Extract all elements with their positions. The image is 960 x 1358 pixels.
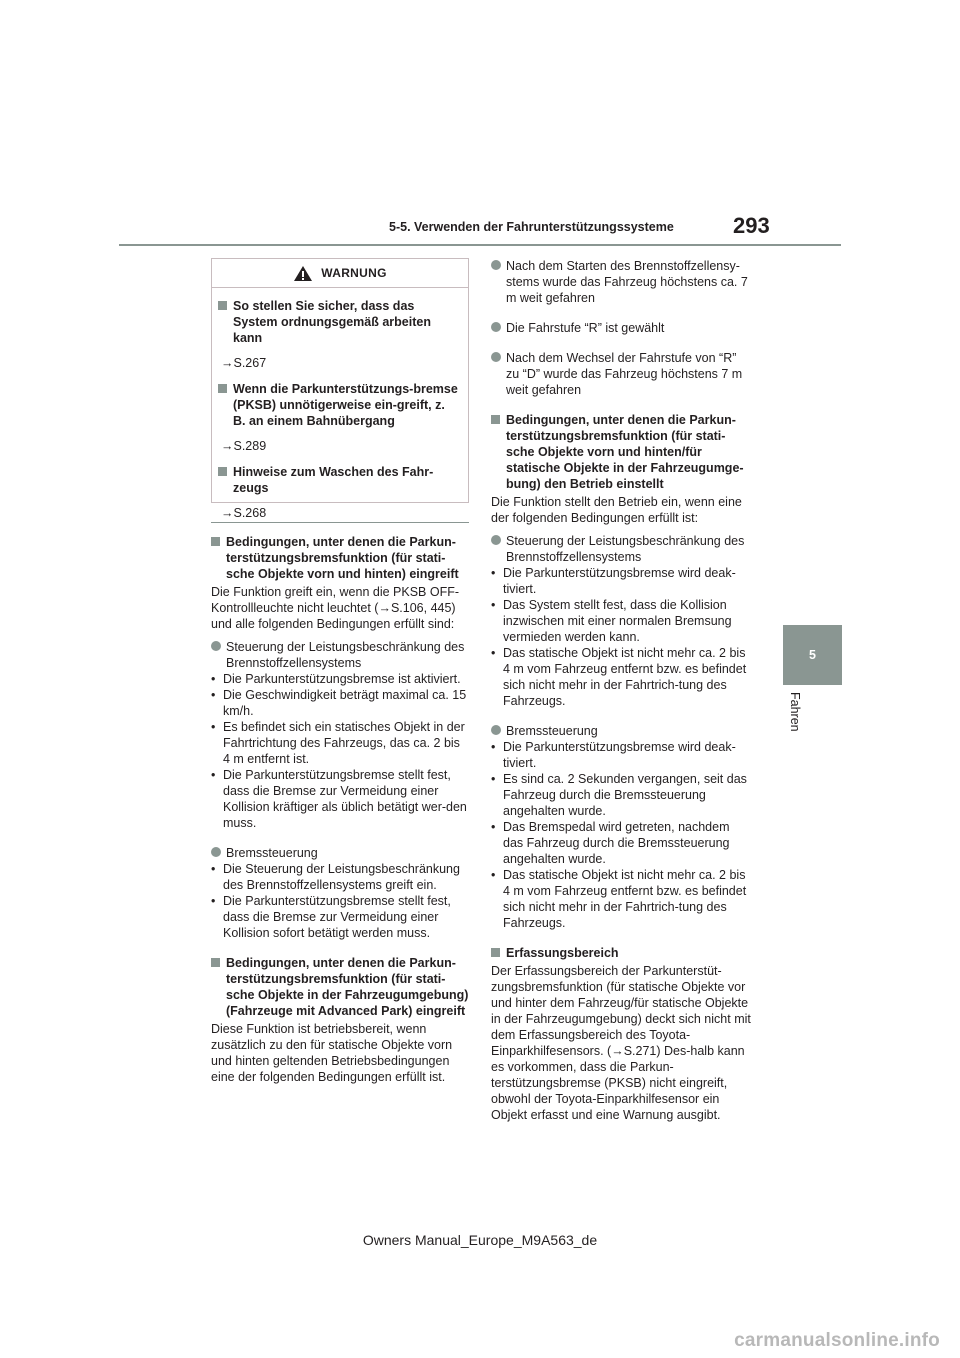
- list-item: • Das System stellt fest, dass die Kollision inzwischen mit einer normalen Bremsung vermieden werden kann.: [491, 598, 732, 644]
- right-column: [491, 258, 753, 1130]
- chapter-label: Fahren: [788, 692, 802, 732]
- square-bullet-icon: [491, 948, 500, 957]
- warning-item-ref: →S.267: [221, 356, 267, 370]
- list-item: • Die Geschwindigkeit beträgt maximal ca. 15 km/h.: [211, 688, 467, 718]
- square-bullet-icon: [218, 467, 227, 476]
- square-bullet-icon: [491, 415, 500, 424]
- watermark: carmanualsonline.info: [734, 1330, 940, 1351]
- chapter-tab: [783, 625, 842, 685]
- bullet-list: [211, 671, 469, 831]
- square-bullet-icon: [211, 958, 220, 967]
- warning-item-heading: So stellen Sie sicher, dass das System ordnungsgemäß arbeiten kann: [218, 298, 458, 346]
- dot-item: Bremssteuerung: [491, 723, 753, 739]
- warning-item-ref: →S.268: [221, 506, 267, 520]
- dot-bullet-icon: [491, 535, 501, 545]
- list-item: • Es befindet sich ein statisches Objekt in der Fahrtrichtung des Fahrzeugs, das ca. 2 bis 4 m entfernt ist.: [211, 720, 465, 766]
- warning-title: WARNUNG: [321, 266, 387, 280]
- dot-bullet-icon: [491, 260, 501, 270]
- list-item: • Die Parkunterstützungsbremse stellt fest, dass die Bremse zur Vermeidung einer Kollision sofort betätigt werden muss.: [211, 894, 451, 940]
- bullet-list: [491, 565, 753, 709]
- dot-bullet-icon: [211, 641, 221, 651]
- square-bullet-icon: [218, 301, 227, 310]
- list-item: • Die Parkunterstützungsbremse ist aktiviert.: [211, 672, 461, 686]
- warning-box: [211, 258, 469, 520]
- chapter-label-box: [788, 692, 802, 752]
- dot-item: Nach dem Wechsel der Fahrstufe von “R” zu “D” wurde das Fahrzeug höchstens 7 m weit gefahren: [491, 350, 753, 398]
- warning-item-heading: Hinweise zum Waschen des Fahr-zeugs: [218, 464, 458, 496]
- dot-item: Die Fahrstufe “R” ist gewählt: [491, 320, 753, 336]
- header-rule: [119, 244, 841, 246]
- bullet-list: [491, 739, 753, 931]
- dot-item: Steuerung der Leistungsbeschränkung des Brennstoffzellensystems: [491, 533, 753, 565]
- square-bullet-icon: [218, 384, 227, 393]
- section-heading: Bedingungen, unter denen die Parkun-terstützungsbremsfunktion (für stati-sche Objekte vorn und hinten/für statische Objekte in der Fahrzeugumge-bung) den Betrieb einstellt: [491, 412, 753, 492]
- list-item: • Die Steuerung der Leistungsbeschränkung des Brennstoffzellensystems greift ein.: [211, 862, 460, 892]
- footer-doc-id: Owners Manual_Europe_M9A563_de: [362, 1232, 598, 1248]
- warning-header: [212, 259, 468, 288]
- dot-bullet-icon: [491, 725, 501, 735]
- paragraph: Die Funktion greift ein, wenn die PKSB OFF-Kontrollleuchte nicht leuchtet (→S.106, 445) und alle folgenden Bedingungen erfüllt sind:: [211, 585, 460, 631]
- dot-item: Steuerung der Leistungsbeschränkung des Brennstoffzellensystems: [211, 639, 469, 671]
- dot-item: Bremssteuerung: [211, 845, 469, 861]
- dot-bullet-icon: [211, 847, 221, 857]
- section-heading: Bedingungen, unter denen die Parkun-terstützungsbremsfunktion (für stati-sche Objekte vorn und hinten) eingreift: [211, 534, 469, 582]
- dot-item: Nach dem Starten des Brennstoffzellensy-stems wurde das Fahrzeug höchstens ca. 7 m weit gefahren: [491, 258, 753, 306]
- list-item: • Die Parkunterstützungsbremse wird deak-tiviert.: [491, 566, 736, 596]
- warning-triangle-icon: [293, 265, 313, 282]
- list-item: • Das statische Objekt ist nicht mehr ca. 2 bis 4 m vom Fahrzeug entfernt bzw. es befindet sich nicht mehr in der Fahrtrich-tung des Fahrzeugs.: [491, 646, 747, 708]
- section-heading: Erfassungsbereich: [491, 945, 753, 961]
- paragraph: Diese Funktion ist betriebsbereit, wenn zusätzlich zu den für statische Objekte vorn und hinten geltenden Betriebsbedingungen eine der folgenden Bedingungen erfüllt ist.: [211, 1022, 453, 1084]
- list-item: • Das statische Objekt ist nicht mehr ca. 2 bis 4 m vom Fahrzeug entfernt bzw. es befindet sich nicht mehr in der Fahrtrich-tung des Fahrzeugs.: [491, 868, 747, 930]
- dot-bullet-icon: [491, 352, 501, 362]
- paragraph: Der Erfassungsbereich der Parkunterstüt-zungsbremsfunktion (für statische Objekte vor und hinter dem Fahrzeug/für statische Objekte in der Fahrzeugumgebung) deckt sich nicht mit dem Erfassungsbereich des Toyota-Einparkhilfesensors. (→S.271) Des-halb kann es vorkommen, dass die Parkun-terstützungsbremse (PKSB) nicht eingreift, obwohl der Toyota-Einparkhilfesensor ein Objekt erfasst und eine Warnung ausgibt.: [491, 964, 751, 1122]
- square-bullet-icon: [211, 537, 220, 546]
- chapter-number: 5: [809, 648, 816, 662]
- list-item: • Es sind ca. 2 Sekunden vergangen, seit das Fahrzeug durch die Bremssteuerung angehalten wurde.: [491, 772, 747, 818]
- paragraph: Die Funktion stellt den Betrieb ein, wenn eine der folgenden Bedingungen erfüllt ist:: [491, 495, 742, 525]
- dot-bullet-icon: [491, 322, 501, 332]
- list-item: • Das Bremspedal wird getreten, nachdem das Fahrzeug durch die Bremssteuerung angehalten wurde.: [491, 820, 730, 866]
- list-item: • Die Parkunterstützungsbremse stellt fest, dass die Bremse zur Vermeidung einer Kollision kräftiger als üblich betätigt wer-den muss.: [211, 768, 467, 830]
- section-title: 5-5. Verwenden der Fahrunterstützungssysteme: [389, 220, 674, 234]
- section-heading: Bedingungen, unter denen die Parkun-terstützungsbremsfunktion (für stati-sche Objekte in der Fahrzeugumgebung) (Fahrzeuge mit Advanced Park) eingreift: [211, 955, 469, 1019]
- list-item: • Die Parkunterstützungsbremse wird deak-tiviert.: [491, 740, 736, 770]
- bullet-list: [211, 861, 469, 941]
- page-number: 293: [733, 213, 770, 238]
- warning-item-ref: →S.289: [221, 439, 267, 453]
- left-column: [211, 522, 469, 1092]
- warning-item-heading: Wenn die Parkunterstützungs-bremse (PKSB) unnötigerweise ein-greift, z. B. an einem Bahnübergang: [218, 381, 458, 429]
